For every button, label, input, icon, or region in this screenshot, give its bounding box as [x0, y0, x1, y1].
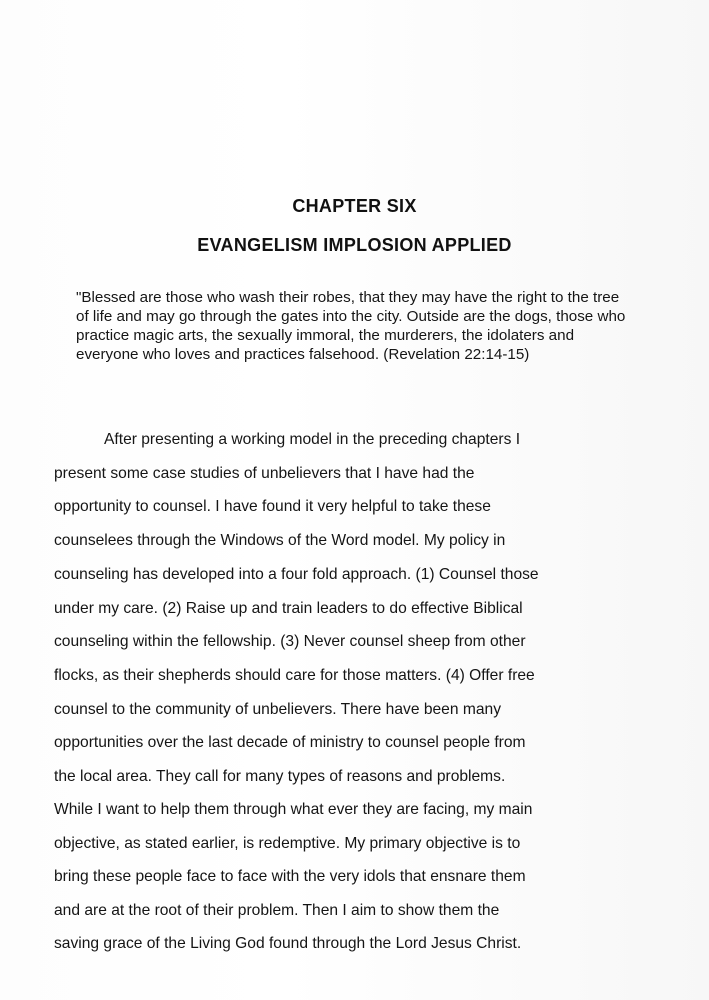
- body-line: counseling has developed into a four fold approach. (1) Counsel those: [54, 566, 539, 583]
- body-line: and are at the root of their problem. Then I aim to show them the: [54, 902, 500, 919]
- body-line: counseling within the fellowship. (3) Never counsel sheep from other: [54, 633, 526, 650]
- body-line: bring these people face to face with the very idols that ensnare them: [54, 868, 526, 885]
- chapter-title: CHAPTER SIX: [292, 196, 417, 216]
- body-line: objective, as stated earlier, is redemptive. My primary objective is to: [54, 835, 521, 852]
- body-line: the local area. They call for many types of reasons and problems.: [54, 768, 506, 785]
- body-line: under my care. (2) Raise up and train leaders to do effective Biblical: [54, 600, 523, 617]
- body-line: saving grace of the Living God found through the Lord Jesus Christ.: [54, 935, 522, 952]
- body-line: flocks, as their shepherds should care for those matters. (4) Offer free: [54, 667, 535, 684]
- body-line: counselees through the Windows of the Word model. My policy in: [54, 532, 506, 549]
- body-line: present some case studies of unbelievers that I have had the: [54, 465, 475, 482]
- body-line: After presenting a working model in the preceding chapters I: [104, 431, 521, 448]
- body-line: While I want to help them through what ever they are facing, my main: [54, 801, 533, 818]
- chapter-subtitle: EVANGELISM IMPLOSION APPLIED: [197, 235, 512, 255]
- body-line: opportunity to counsel. I have found it very helpful to take these: [54, 498, 491, 515]
- body-line: counsel to the community of unbelievers. There have been many: [54, 701, 501, 718]
- epigraph-quote: "Blessed are those who wash their robes, that they may have the right to the tree of life and may go through the gates into the city. Outside are the dogs, those who practice magic arts, the sexually immoral, the murderers, the idolaters and everyone who loves and practices falsehood. (Revelation 22:14-15): [76, 289, 626, 363]
- body-line: opportunities over the last decade of ministry to counsel people from: [54, 734, 526, 751]
